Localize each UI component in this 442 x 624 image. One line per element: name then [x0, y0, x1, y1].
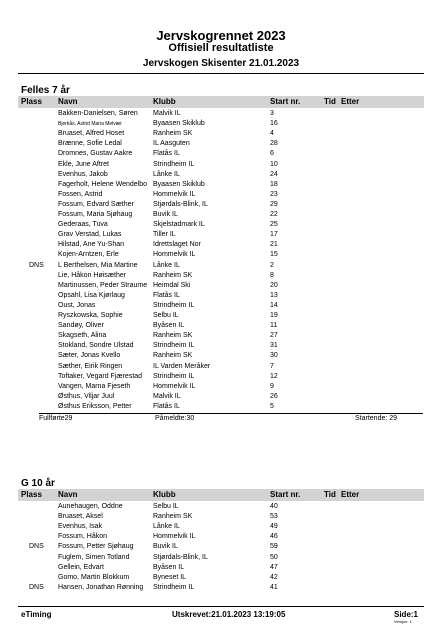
row-start-number: 10: [270, 160, 278, 168]
column-header-start: Start nr.: [270, 490, 301, 499]
column-header-after: Etter: [341, 490, 360, 499]
row-name: Østhus, Viljar Juul: [58, 392, 115, 400]
column-header-name: Navn: [58, 97, 78, 106]
row-name: Hilstad, Ane Yu-Shan: [58, 241, 125, 249]
table-row: [18, 351, 424, 361]
table-row: [18, 129, 424, 139]
row-club: Flatås IL: [153, 291, 180, 299]
row-start-number: 4: [270, 130, 274, 138]
venue-date: Jervskogen Skisenter 21.01.2023: [142, 58, 300, 69]
table-row: [18, 311, 424, 321]
row-start-number: 25: [270, 221, 278, 229]
row-name: Oust, Jonas: [58, 301, 96, 309]
row-start-number: 11: [270, 322, 278, 330]
row-club: Lånke IL: [153, 261, 180, 269]
footer-page: Side:1: [394, 610, 419, 619]
header-divider: [18, 73, 424, 74]
row-club: Byaasen Skiklub: [153, 180, 205, 188]
row-start-number: 24: [270, 170, 278, 178]
summary-completed: Fullførte29: [39, 415, 73, 422]
section-title: G 10 år: [21, 478, 55, 489]
row-start-number: 26: [270, 392, 278, 400]
row-club: Hommelvik IL: [153, 533, 196, 541]
row-name: Martinussen, Peder Straume: [58, 281, 148, 289]
table-row: [18, 402, 424, 412]
column-header-row: [18, 489, 424, 501]
table-row: [18, 109, 424, 119]
row-name: Kojen-Arntzen, Erle: [58, 251, 119, 259]
row-name: Ekle, June Aftret: [58, 160, 109, 168]
row-name: Toftaker, Vegard Fjærestad: [58, 372, 143, 380]
table-row: [18, 392, 424, 402]
table-row: [18, 149, 424, 159]
row-start-number: 5: [270, 402, 274, 410]
row-start-number: 13: [270, 291, 278, 299]
row-club: Selbu IL: [153, 503, 179, 510]
row-club: Strindheim IL: [153, 301, 195, 309]
row-name: Evenhus, Isak: [58, 523, 102, 531]
column-header-start: Start nr.: [270, 97, 301, 106]
row-start-number: 59: [270, 543, 278, 551]
table-row: [18, 512, 424, 522]
column-header-row: [18, 96, 424, 108]
row-name: Gederaas, Tuva: [58, 221, 108, 229]
row-club: Hommelvik IL: [153, 382, 196, 390]
row-club: IL Varden Meråker: [153, 362, 211, 370]
row-name: Bruaset, Alfred Hoset: [58, 130, 125, 138]
table-row: [18, 281, 424, 291]
table-row: [18, 382, 424, 392]
row-place: DNS: [29, 543, 44, 551]
section-summary: [39, 414, 423, 424]
row-place: DNS: [29, 261, 44, 269]
row-place: DNS: [29, 583, 44, 591]
row-start-number: 7: [270, 362, 274, 370]
row-name: Grav Verstad, Lukas: [58, 231, 122, 239]
column-header-place: Plass: [21, 490, 42, 499]
table-row: [18, 160, 424, 170]
row-name: Gomo, Martin Blokkum: [58, 573, 130, 581]
row-club: Malvik IL: [153, 392, 181, 400]
row-name: Ryszkowska, Sophie: [58, 312, 123, 319]
row-name: Fossum, Edvard Sæther: [58, 200, 134, 208]
row-name: Vangen, Marna Fjeseth: [58, 382, 131, 390]
row-name: Opsahl, Lisa Kjørlaug: [58, 291, 125, 299]
row-name: Fossum, Maria Sjøhaug: [58, 211, 133, 218]
row-club: Ranheim SK: [153, 271, 193, 279]
row-club: Strindheim IL: [153, 583, 195, 591]
row-club: Stjørdals-Blink, IL: [153, 200, 208, 208]
row-start-number: 29: [270, 200, 278, 208]
column-header-after: Etter: [341, 97, 360, 106]
row-club: Buvik IL: [153, 543, 178, 551]
row-start-number: 17: [270, 231, 278, 239]
summary-registered: Påmeldte:30: [155, 415, 195, 422]
row-start-number: 28: [270, 140, 278, 148]
footer-brand: eTiming: [21, 610, 52, 619]
row-club: Stjørdals-Blink, IL: [153, 553, 208, 561]
row-name: Østhus Eriksson, Petter: [58, 402, 132, 410]
row-start-number: 21: [270, 241, 278, 249]
row-start-number: 2: [270, 261, 274, 269]
page-title: Jervskogrennet 2023: [156, 28, 286, 43]
row-start-number: 40: [270, 503, 278, 510]
table-row: [18, 139, 424, 149]
row-start-number: 19: [270, 312, 278, 319]
table-row: [18, 553, 424, 563]
summary-starters: Startende: 29: [355, 415, 398, 422]
table-row: [18, 200, 424, 210]
row-name: L Berthelsen, Mia Martine: [58, 261, 138, 269]
table-row: [18, 341, 424, 351]
row-start-number: 9: [270, 382, 274, 390]
table-row: [18, 240, 424, 250]
row-name: Evenhus, Jakob: [58, 170, 108, 178]
table-row: [18, 542, 424, 552]
table-row: [18, 180, 424, 190]
row-start-number: 42: [270, 573, 278, 581]
column-header-club: Klubb: [153, 97, 176, 106]
table-row: [18, 301, 424, 311]
row-name: Aunehaugen, Oddne: [58, 503, 123, 510]
column-header-club: Klubb: [153, 490, 176, 499]
footer-note: Versjon: 1: [394, 619, 412, 624]
row-club: Ranheim SK: [153, 513, 193, 521]
page-subtitle: Offisiell resultatliste: [168, 42, 274, 54]
table-row: [18, 119, 424, 129]
table-row: [18, 230, 424, 240]
row-start-number: 47: [270, 563, 278, 571]
row-club: Lånke IL: [153, 523, 180, 531]
table-row: [18, 190, 424, 200]
row-name: Fossum, Håkon: [58, 533, 108, 541]
table-row: [18, 261, 424, 271]
row-club: IL Aasguten: [153, 140, 190, 148]
row-name: Skagseth, Alina: [58, 332, 107, 340]
row-start-number: 27: [270, 332, 278, 340]
row-name: Bjerkås, Astrid Maria Melvær: [58, 121, 122, 128]
row-name: Brænne, Sofie Ledal: [58, 140, 122, 148]
row-name: Sæther, Eirik Ringen: [58, 362, 123, 370]
row-start-number: 46: [270, 533, 278, 541]
row-start-number: 8: [270, 271, 274, 279]
table-row: [18, 372, 424, 382]
row-club: Tiller IL: [153, 231, 176, 239]
row-start-number: 41: [270, 583, 278, 591]
row-club: Buvik IL: [153, 211, 178, 218]
row-start-number: 23: [270, 190, 278, 198]
table-row: [18, 502, 424, 512]
table-row: [18, 331, 424, 341]
row-club: Byåsen IL: [153, 322, 185, 330]
row-name: Fossen, Astrid: [58, 190, 103, 198]
row-start-number: 30: [270, 352, 278, 360]
row-club: Byaasen Skiklub: [153, 120, 205, 128]
table-row: [18, 271, 424, 281]
table-row: [18, 291, 424, 301]
row-start-number: 12: [270, 372, 278, 380]
column-header-time: Tid: [324, 490, 336, 499]
row-club: Lånke IL: [153, 170, 180, 178]
row-name: Fuglem, Simen Totland: [58, 553, 130, 561]
row-club: Strindheim IL: [153, 342, 195, 350]
row-name: Gellein, Edvart: [58, 563, 104, 571]
row-name: Hansen, Jonathan Rønning: [58, 583, 144, 591]
row-club: Selbu IL: [153, 312, 179, 319]
column-header-time: Tid: [324, 97, 336, 106]
row-club: Strindheim IL: [153, 372, 195, 380]
row-start-number: 16: [270, 120, 278, 128]
row-name: Stokland, Sondre Ulstad: [58, 342, 134, 350]
row-start-number: 49: [270, 523, 278, 531]
row-club: Skjelstadmark IL: [153, 221, 205, 229]
row-start-number: 31: [270, 342, 278, 350]
row-name: Bakken-Danielsen, Søren: [58, 110, 138, 117]
section-title: Felles 7 år: [21, 85, 70, 96]
row-name: Bruaset, Aksel: [58, 513, 103, 521]
row-name: Dromnes, Gustav Aakre: [58, 150, 133, 158]
row-club: Flatås IL: [153, 150, 180, 158]
row-start-number: 53: [270, 513, 278, 521]
row-club: Strindheim IL: [153, 160, 195, 168]
row-start-number: 20: [270, 281, 278, 289]
row-name: Fagerholt, Helene Wendelbo: [58, 180, 147, 188]
row-club: Malvik IL: [153, 110, 181, 117]
column-header-place: Plass: [21, 97, 42, 106]
table-row: [18, 532, 424, 542]
row-start-number: 18: [270, 180, 278, 188]
row-start-number: 22: [270, 211, 278, 218]
table-row: [18, 573, 424, 583]
table-row: [18, 522, 424, 532]
row-club: Idrettslaget Nor: [153, 241, 201, 249]
row-club: Byneset IL: [153, 573, 187, 581]
table-row: [18, 220, 424, 230]
table-row: [18, 321, 424, 331]
row-start-number: 15: [270, 251, 278, 259]
row-start-number: 6: [270, 150, 274, 158]
table-row: [18, 250, 424, 260]
row-start-number: 14: [270, 301, 278, 309]
row-club: Byåsen IL: [153, 563, 185, 571]
table-row: [18, 362, 424, 372]
footer-divider: [18, 606, 424, 607]
row-club: Ranheim SK: [153, 332, 193, 340]
table-row: [18, 563, 424, 573]
row-club: Flatås IL: [153, 402, 180, 410]
row-club: Ranheim SK: [153, 352, 193, 360]
table-row: [18, 170, 424, 180]
row-name: Fossum, Petter Sjøhaug: [58, 543, 134, 551]
table-row: [18, 210, 424, 220]
table-row: [18, 583, 424, 593]
footer-printed: Utskrevet:21.01.2023 13:19:05: [172, 610, 286, 619]
row-start-number: 50: [270, 553, 278, 561]
row-name: Lie, Håkon Høisæther: [58, 271, 127, 279]
row-start-number: 3: [270, 110, 274, 117]
row-club: Ranheim SK: [153, 130, 193, 138]
row-name: Sandøy, Oliver: [58, 322, 104, 330]
row-club: Hommelvik IL: [153, 190, 196, 198]
row-name: Sæter, Jonas Kvello: [58, 352, 121, 360]
row-club: Hommelvik IL: [153, 251, 196, 259]
row-club: Heimdal Ski: [153, 281, 191, 289]
column-header-name: Navn: [58, 490, 78, 499]
